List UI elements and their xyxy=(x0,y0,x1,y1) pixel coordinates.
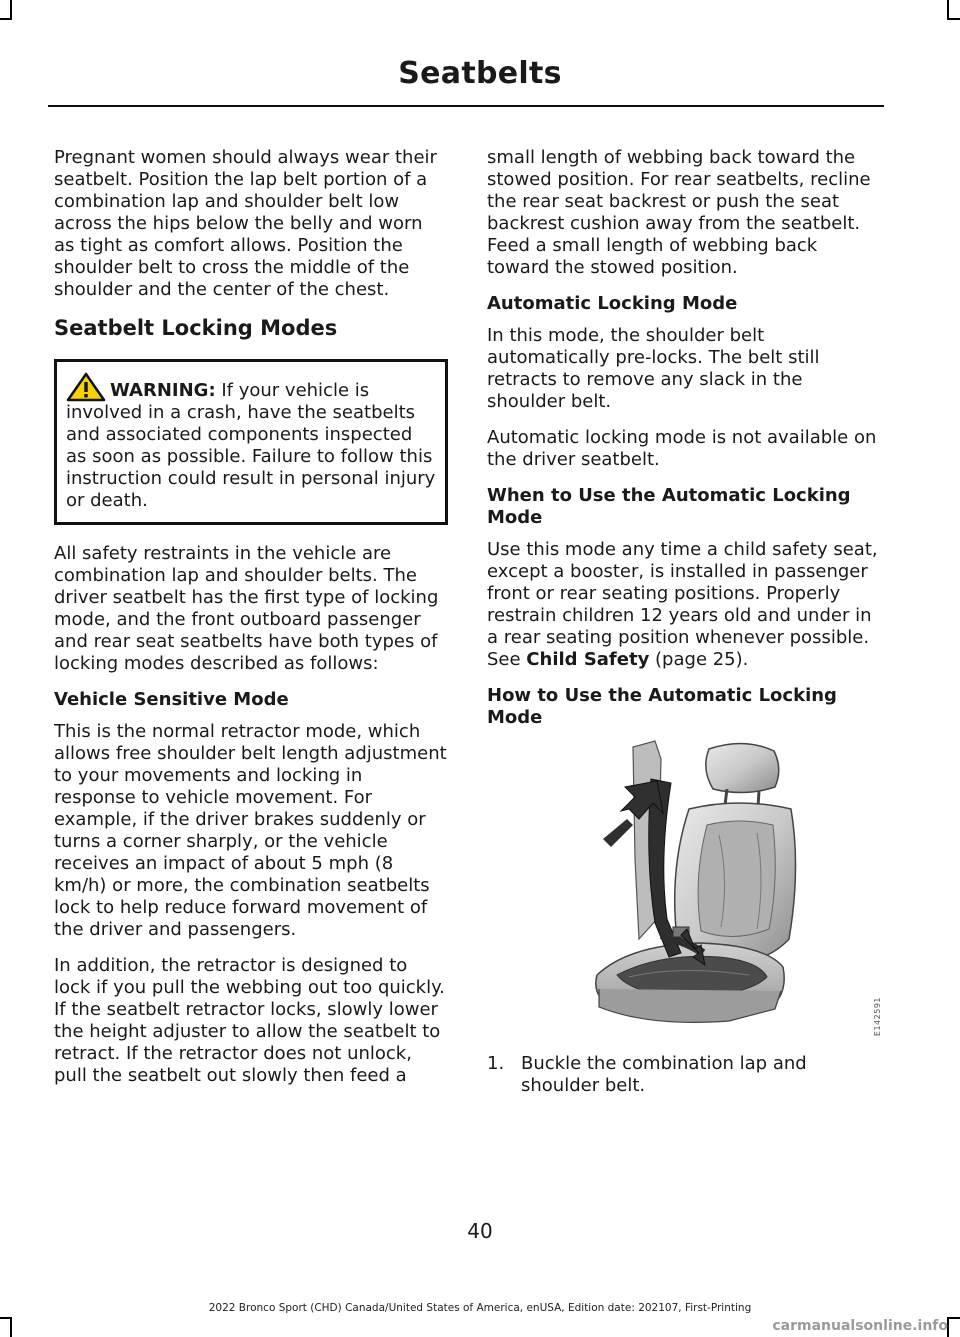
section-heading: Seatbelt Locking Modes xyxy=(54,316,338,340)
intro-paragraph: Pregnant women should always wear their seatbelt. Position the lap belt portion of a combination lap and shoulder belt low across the hips below the belly and worn as tight as comfort allows. Position the shoulder belt to cross the middle of the shoulder and the center of the chest. xyxy=(54,147,437,300)
vehicle-sensitive-heading: Vehicle Sensitive Mode xyxy=(54,689,289,710)
header-divider xyxy=(48,105,884,107)
child-safety-link[interactable]: Child Safety xyxy=(526,649,650,670)
left-column xyxy=(54,147,448,1101)
crop-mark xyxy=(0,18,12,20)
watermark: carmanualsonline.info xyxy=(772,1318,948,1334)
crop-mark xyxy=(947,18,960,20)
warning-text: If your vehicle is involved in a crash, have the seatbelts and associated components inspected as soon as possible. Failure to follow this instruction could result in personal injury or death. xyxy=(66,380,436,511)
seat-with-seatbelt-image xyxy=(569,739,809,1029)
warning-triangle-icon xyxy=(66,372,106,402)
step-number: 1. xyxy=(487,1053,505,1074)
page-number: 40 xyxy=(467,1219,493,1243)
seat-illustration xyxy=(487,739,881,1039)
list-item xyxy=(487,1053,881,1097)
page-title: Seatbelts xyxy=(398,56,562,91)
how-to-use-heading: How to Use the Automatic Locking Mode xyxy=(487,685,837,728)
driver-note-paragraph: Automatic locking mode is not available on the driver seatbelt. xyxy=(487,427,877,470)
when-text-a: Use this mode any time a child safety seat, except a booster, is installed in passenger front or rear seating positions. Properly restrain children 12 years old and under in a rear seating position whenever possible. See xyxy=(487,539,878,670)
restraints-paragraph: All safety restraints in the vehicle are combination lap and shoulder belts. The driver seatbelt has the first type of locking mode, and the front outboard passenger and rear seat seatbelts have both types of locking modes described as follows: xyxy=(54,543,439,674)
warning-box xyxy=(54,359,448,525)
retractor-paragraph: In addition, the retractor is designed to lock if you pull the webbing out too quickly. If the seatbelt retractor locks, slowly lower the height adjuster to allow the seatbelt to retract. If the retractor does not unlock, pull the seatbelt out slowly then feed a xyxy=(54,955,445,1086)
vehicle-sensitive-paragraph: This is the normal retractor mode, which allows free shoulder belt length adjustment to your movements and locking in response to vehicle movement. For example, if the driver brakes suddenly or turns a corner sharply, or the vehicle receives an impact of about 5 mph (8 km/h) or more, the combination seatbelts lock to help reduce forward movement of the driver and passengers. xyxy=(54,721,447,940)
crop-mark xyxy=(10,1317,12,1337)
automatic-locking-heading: Automatic Locking Mode xyxy=(487,293,738,314)
warning-paragraph xyxy=(66,372,437,512)
when-to-use-heading: When to Use the Automatic Locking Mode xyxy=(487,485,851,528)
warning-label: WARNING: xyxy=(110,380,216,401)
automatic-locking-paragraph: In this mode, the shoulder belt automatically pre-locks. The belt still retracts to remove any slack in the shoulder belt. xyxy=(487,325,820,412)
figure-id: E142591 xyxy=(873,997,882,1037)
step-text: Buckle the combination lap and shoulder belt. xyxy=(521,1053,807,1096)
continued-paragraph: small length of webbing back toward the stowed position. For rear seatbelts, recline the rear seat backrest or push the seat backrest cushion away from the seatbelt. Feed a small length of webbing back toward the stowed position. xyxy=(487,147,871,278)
edition-footer: 2022 Bronco Sport (CHD) Canada/United States of America, enUSA, Edition date: 202107, First-Printing xyxy=(208,1302,752,1314)
when-to-use-paragraph xyxy=(487,539,881,671)
crop-mark xyxy=(947,0,949,18)
when-text-b: (page 25). xyxy=(649,649,749,670)
right-column xyxy=(487,147,881,1097)
crop-mark xyxy=(10,0,12,18)
